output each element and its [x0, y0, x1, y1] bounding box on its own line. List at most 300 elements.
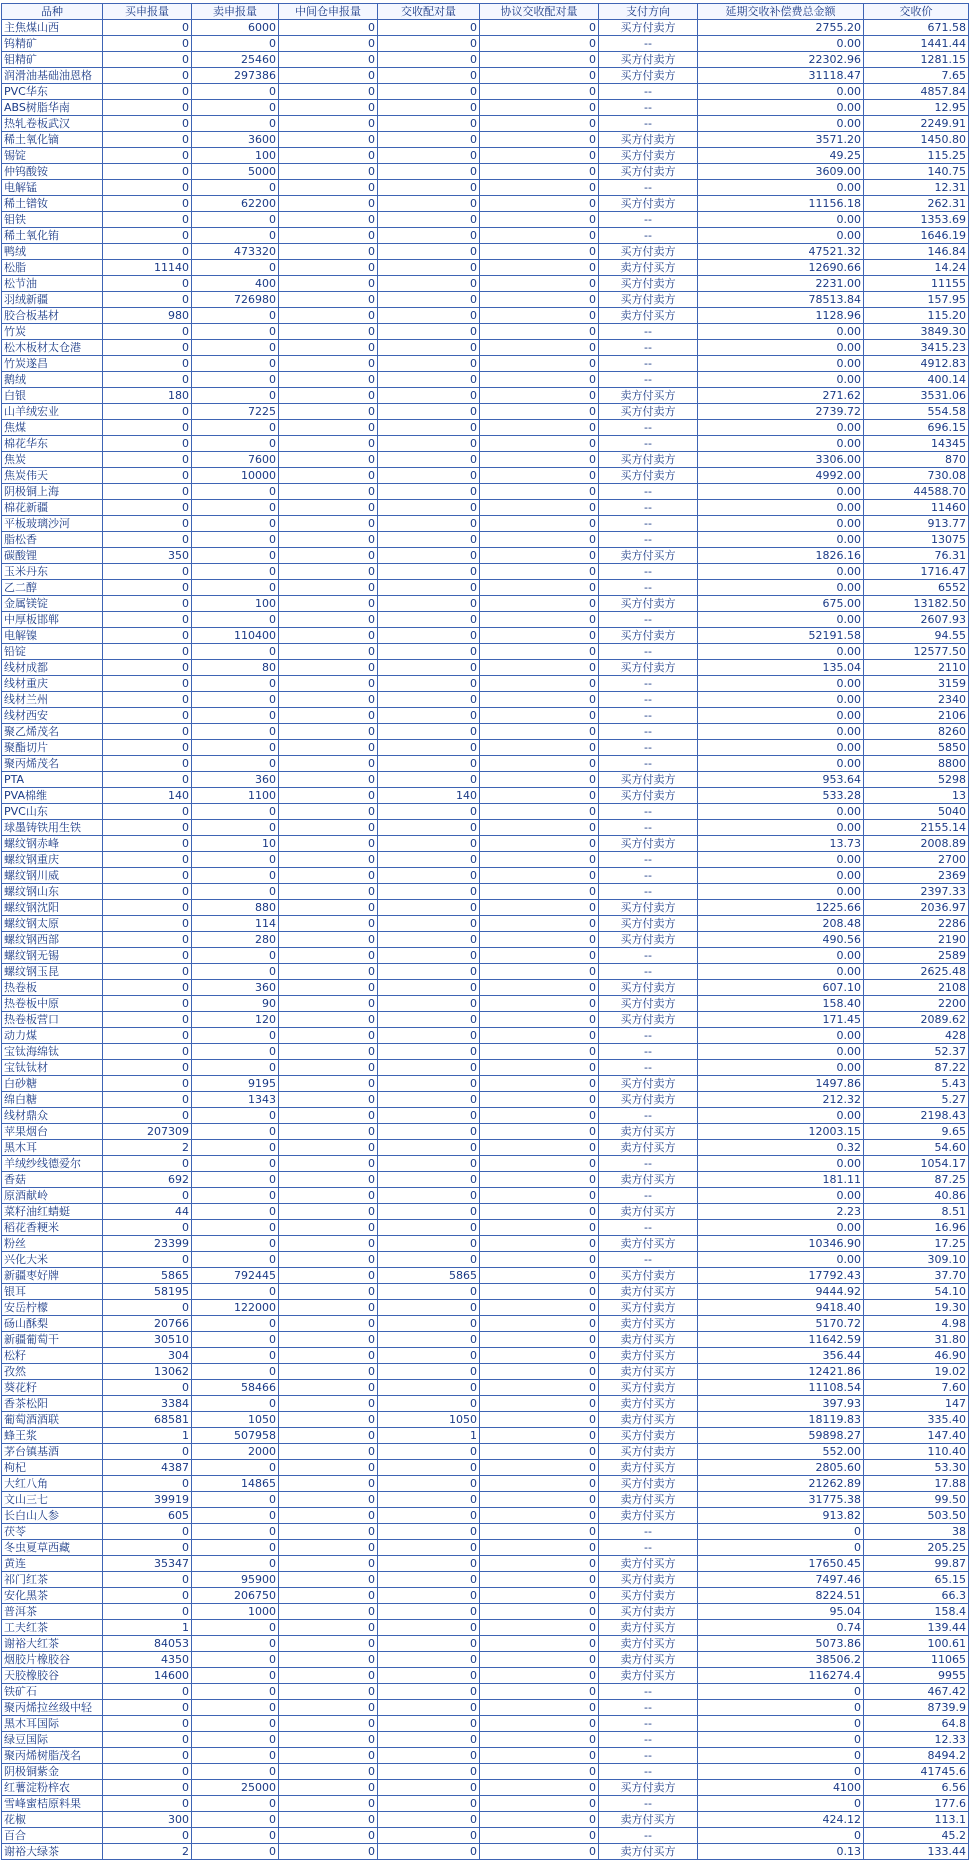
cell-intermediate-qty: 0 — [279, 1332, 378, 1348]
cell-agreement-matched-qty: 0 — [480, 1844, 599, 1860]
cell-payment-direction: 买方付卖方 — [599, 452, 698, 468]
cell-buy-qty: 0 — [103, 180, 192, 196]
cell-agreement-matched-qty: 0 — [480, 868, 599, 884]
table-row — [2, 1236, 969, 1252]
cell-deferred-compensation: 5073.86 — [698, 1636, 864, 1652]
cell-payment-direction: 卖方付买方 — [599, 1316, 698, 1332]
table-row — [2, 1332, 969, 1348]
cell-settlement-price: 4.98 — [864, 1316, 969, 1332]
cell-sell-qty: 726980 — [192, 292, 279, 308]
cell-deferred-compensation: 11156.18 — [698, 196, 864, 212]
cell-sell-qty: 0 — [192, 1156, 279, 1172]
cell-payment-direction: -- — [599, 756, 698, 772]
cell-intermediate-qty: 0 — [279, 1444, 378, 1460]
cell-matched-qty: 0 — [378, 180, 480, 196]
cell-agreement-matched-qty: 0 — [480, 916, 599, 932]
cell-matched-qty: 0 — [378, 1604, 480, 1620]
cell-product: 钼铁 — [2, 212, 103, 228]
cell-product: 碳酸锂 — [2, 548, 103, 564]
cell-buy-qty: 30510 — [103, 1332, 192, 1348]
cell-matched-qty: 0 — [378, 1636, 480, 1652]
table-row — [2, 772, 969, 788]
cell-payment-direction: -- — [599, 356, 698, 372]
cell-product: 焦炭伟天 — [2, 468, 103, 484]
cell-agreement-matched-qty: 0 — [480, 1524, 599, 1540]
table-row — [2, 1812, 969, 1828]
cell-deferred-compensation: 13.73 — [698, 836, 864, 852]
cell-matched-qty: 1050 — [378, 1412, 480, 1428]
cell-buy-qty: 0 — [103, 1828, 192, 1844]
cell-matched-qty: 0 — [378, 84, 480, 100]
cell-payment-direction: 卖方付买方 — [599, 1844, 698, 1860]
table-row — [2, 468, 969, 484]
cell-sell-qty: 0 — [192, 324, 279, 340]
cell-intermediate-qty: 0 — [279, 1828, 378, 1844]
cell-matched-qty: 0 — [378, 916, 480, 932]
cell-settlement-price: 913.77 — [864, 516, 969, 532]
cell-payment-direction: -- — [599, 180, 698, 196]
cell-product: 螺纹钢无锡 — [2, 948, 103, 964]
cell-agreement-matched-qty: 0 — [480, 708, 599, 724]
cell-deferred-compensation: 49.25 — [698, 148, 864, 164]
cell-matched-qty: 0 — [378, 1828, 480, 1844]
cell-matched-qty: 0 — [378, 468, 480, 484]
cell-agreement-matched-qty: 0 — [480, 532, 599, 548]
cell-settlement-price: 115.25 — [864, 148, 969, 164]
cell-buy-qty: 0 — [103, 100, 192, 116]
cell-payment-direction: -- — [599, 228, 698, 244]
cell-matched-qty: 0 — [378, 1220, 480, 1236]
cell-intermediate-qty: 0 — [279, 980, 378, 996]
cell-product: 花椒 — [2, 1812, 103, 1828]
cell-intermediate-qty: 0 — [279, 804, 378, 820]
cell-agreement-matched-qty: 0 — [480, 1588, 599, 1604]
cell-intermediate-qty: 0 — [279, 1428, 378, 1444]
table-row — [2, 676, 969, 692]
table-row — [2, 52, 969, 68]
cell-agreement-matched-qty: 0 — [480, 772, 599, 788]
cell-product: 钨精矿 — [2, 36, 103, 52]
cell-product: 聚丙烯茂名 — [2, 756, 103, 772]
cell-sell-qty: 1050 — [192, 1412, 279, 1428]
table-row — [2, 644, 969, 660]
header-agreement-matched-qty: 协议交收配对量 — [480, 4, 599, 20]
cell-payment-direction: 买方付卖方 — [599, 292, 698, 308]
cell-matched-qty: 0 — [378, 244, 480, 260]
cell-product: 茯苓 — [2, 1524, 103, 1540]
cell-buy-qty: 0 — [103, 484, 192, 500]
cell-product: 热轧卷板武汉 — [2, 116, 103, 132]
cell-payment-direction: 卖方付买方 — [599, 1172, 698, 1188]
cell-payment-direction: -- — [599, 116, 698, 132]
cell-intermediate-qty: 0 — [279, 612, 378, 628]
cell-settlement-price: 5850 — [864, 740, 969, 756]
table-row — [2, 1556, 969, 1572]
cell-product: 松木板材太仓港 — [2, 340, 103, 356]
table-row — [2, 1748, 969, 1764]
cell-intermediate-qty: 0 — [279, 1540, 378, 1556]
cell-deferred-compensation: 675.00 — [698, 596, 864, 612]
cell-settlement-price: 177.6 — [864, 1796, 969, 1812]
cell-agreement-matched-qty: 0 — [480, 1076, 599, 1092]
cell-settlement-price: 8739.9 — [864, 1700, 969, 1716]
cell-buy-qty: 0 — [103, 1764, 192, 1780]
cell-settlement-price: 2200 — [864, 996, 969, 1012]
cell-payment-direction: 买方付卖方 — [599, 1268, 698, 1284]
cell-agreement-matched-qty: 0 — [480, 68, 599, 84]
cell-agreement-matched-qty: 0 — [480, 1700, 599, 1716]
cell-deferred-compensation: 0.00 — [698, 340, 864, 356]
cell-matched-qty: 0 — [378, 1556, 480, 1572]
cell-buy-qty: 0 — [103, 1780, 192, 1796]
cell-matched-qty: 0 — [378, 676, 480, 692]
header-product: 品种 — [2, 4, 103, 20]
cell-product: 兴化大米 — [2, 1252, 103, 1268]
cell-buy-qty: 180 — [103, 388, 192, 404]
cell-sell-qty: 5000 — [192, 164, 279, 180]
cell-buy-qty: 0 — [103, 900, 192, 916]
cell-deferred-compensation: 0.00 — [698, 100, 864, 116]
cell-product: 普洱茶 — [2, 1604, 103, 1620]
cell-settlement-price: 146.84 — [864, 244, 969, 260]
table-row — [2, 372, 969, 388]
cell-deferred-compensation: 17650.45 — [698, 1556, 864, 1572]
cell-product: 焦炭 — [2, 452, 103, 468]
cell-agreement-matched-qty: 0 — [480, 740, 599, 756]
cell-intermediate-qty: 0 — [279, 20, 378, 36]
table-row — [2, 356, 969, 372]
cell-agreement-matched-qty: 0 — [480, 516, 599, 532]
table-row — [2, 484, 969, 500]
cell-settlement-price: 45.2 — [864, 1828, 969, 1844]
cell-deferred-compensation: 8224.51 — [698, 1588, 864, 1604]
cell-buy-qty: 0 — [103, 740, 192, 756]
cell-sell-qty: 0 — [192, 676, 279, 692]
cell-settlement-price: 54.10 — [864, 1284, 969, 1300]
table-row — [2, 596, 969, 612]
table-row — [2, 548, 969, 564]
cell-payment-direction: -- — [599, 612, 698, 628]
cell-buy-qty: 0 — [103, 868, 192, 884]
cell-buy-qty: 0 — [103, 1220, 192, 1236]
cell-intermediate-qty: 0 — [279, 340, 378, 356]
table-row — [2, 1092, 969, 1108]
table-row — [2, 1652, 969, 1668]
cell-payment-direction: -- — [599, 676, 698, 692]
cell-matched-qty: 0 — [378, 548, 480, 564]
cell-payment-direction: -- — [599, 84, 698, 100]
cell-buy-qty: 0 — [103, 1012, 192, 1028]
cell-buy-qty: 0 — [103, 1300, 192, 1316]
cell-sell-qty: 0 — [192, 612, 279, 628]
cell-matched-qty: 0 — [378, 1172, 480, 1188]
cell-product: 松籽 — [2, 1348, 103, 1364]
cell-matched-qty: 0 — [378, 1460, 480, 1476]
cell-sell-qty: 0 — [192, 1492, 279, 1508]
cell-intermediate-qty: 0 — [279, 1300, 378, 1316]
cell-sell-qty: 0 — [192, 36, 279, 52]
cell-deferred-compensation: 953.64 — [698, 772, 864, 788]
cell-deferred-compensation: 0.00 — [698, 740, 864, 756]
cell-settlement-price: 9955 — [864, 1668, 969, 1684]
cell-buy-qty: 0 — [103, 996, 192, 1012]
cell-payment-direction: -- — [599, 212, 698, 228]
cell-agreement-matched-qty: 0 — [480, 1364, 599, 1380]
cell-sell-qty: 7225 — [192, 404, 279, 420]
cell-sell-qty: 0 — [192, 1188, 279, 1204]
cell-sell-qty: 1000 — [192, 1604, 279, 1620]
cell-matched-qty: 0 — [378, 452, 480, 468]
cell-buy-qty: 4387 — [103, 1460, 192, 1476]
table-row — [2, 1300, 969, 1316]
cell-agreement-matched-qty: 0 — [480, 1684, 599, 1700]
cell-buy-qty: 0 — [103, 500, 192, 516]
cell-settlement-price: 17.88 — [864, 1476, 969, 1492]
cell-payment-direction: 卖方付买方 — [599, 388, 698, 404]
cell-deferred-compensation: 2755.20 — [698, 20, 864, 36]
cell-product: 安岳柠檬 — [2, 1300, 103, 1316]
cell-intermediate-qty: 0 — [279, 1812, 378, 1828]
cell-buy-qty: 0 — [103, 1732, 192, 1748]
cell-sell-qty: 1343 — [192, 1092, 279, 1108]
cell-agreement-matched-qty: 0 — [480, 1060, 599, 1076]
cell-settlement-price: 40.86 — [864, 1188, 969, 1204]
table-row — [2, 868, 969, 884]
cell-intermediate-qty: 0 — [279, 1492, 378, 1508]
cell-intermediate-qty: 0 — [279, 1764, 378, 1780]
cell-agreement-matched-qty: 0 — [480, 612, 599, 628]
table-row — [2, 1828, 969, 1844]
cell-buy-qty: 14600 — [103, 1668, 192, 1684]
cell-buy-qty: 4350 — [103, 1652, 192, 1668]
cell-deferred-compensation: 0 — [698, 1684, 864, 1700]
cell-intermediate-qty: 0 — [279, 276, 378, 292]
cell-intermediate-qty: 0 — [279, 1748, 378, 1764]
cell-agreement-matched-qty: 0 — [480, 260, 599, 276]
cell-settlement-price: 115.20 — [864, 308, 969, 324]
cell-intermediate-qty: 0 — [279, 1396, 378, 1412]
cell-intermediate-qty: 0 — [279, 948, 378, 964]
cell-product: 钼精矿 — [2, 52, 103, 68]
cell-sell-qty: 0 — [192, 1220, 279, 1236]
cell-sell-qty: 0 — [192, 1540, 279, 1556]
cell-deferred-compensation: 0.00 — [698, 484, 864, 500]
cell-settlement-price: 6552 — [864, 580, 969, 596]
cell-deferred-compensation: 5170.72 — [698, 1316, 864, 1332]
cell-payment-direction: 买方付卖方 — [599, 1476, 698, 1492]
cell-deferred-compensation: 21262.89 — [698, 1476, 864, 1492]
table-row — [2, 1252, 969, 1268]
cell-sell-qty: 110400 — [192, 628, 279, 644]
cell-product: 烟胶片橡胶谷 — [2, 1652, 103, 1668]
cell-intermediate-qty: 0 — [279, 1716, 378, 1732]
cell-buy-qty: 0 — [103, 676, 192, 692]
cell-settlement-price: 12.95 — [864, 100, 969, 116]
cell-deferred-compensation: 0.00 — [698, 724, 864, 740]
cell-product: PVA棉维 — [2, 788, 103, 804]
cell-payment-direction: -- — [599, 420, 698, 436]
cell-sell-qty: 9195 — [192, 1076, 279, 1092]
cell-settlement-price: 66.3 — [864, 1588, 969, 1604]
cell-deferred-compensation: 0.00 — [698, 820, 864, 836]
cell-deferred-compensation: 3306.00 — [698, 452, 864, 468]
cell-agreement-matched-qty: 0 — [480, 1284, 599, 1300]
cell-product: 茅台镇基酒 — [2, 1444, 103, 1460]
cell-sell-qty: 0 — [192, 1044, 279, 1060]
cell-product: PTA — [2, 772, 103, 788]
cell-payment-direction: -- — [599, 100, 698, 116]
cell-payment-direction: 卖方付买方 — [599, 1284, 698, 1300]
cell-settlement-price: 140.75 — [864, 164, 969, 180]
cell-deferred-compensation: 38506.2 — [698, 1652, 864, 1668]
cell-product: 山羊绒宏业 — [2, 404, 103, 420]
cell-settlement-price: 2190 — [864, 932, 969, 948]
cell-buy-qty: 1 — [103, 1620, 192, 1636]
cell-matched-qty: 0 — [378, 212, 480, 228]
cell-payment-direction: 卖方付买方 — [599, 1236, 698, 1252]
cell-intermediate-qty: 0 — [279, 1076, 378, 1092]
cell-deferred-compensation: 135.04 — [698, 660, 864, 676]
cell-settlement-price: 3849.30 — [864, 324, 969, 340]
cell-deferred-compensation: 0.00 — [698, 852, 864, 868]
cell-settlement-price: 503.50 — [864, 1508, 969, 1524]
cell-agreement-matched-qty: 0 — [480, 1828, 599, 1844]
cell-agreement-matched-qty: 0 — [480, 724, 599, 740]
cell-intermediate-qty: 0 — [279, 756, 378, 772]
cell-intermediate-qty: 0 — [279, 1108, 378, 1124]
cell-deferred-compensation: 0 — [698, 1524, 864, 1540]
cell-product: 脂松香 — [2, 532, 103, 548]
table-row — [2, 1620, 969, 1636]
cell-agreement-matched-qty: 0 — [480, 1012, 599, 1028]
cell-agreement-matched-qty: 0 — [480, 36, 599, 52]
table-row — [2, 1220, 969, 1236]
cell-product: 电解镍 — [2, 628, 103, 644]
cell-payment-direction: -- — [599, 1796, 698, 1812]
cell-settlement-price: 6.56 — [864, 1780, 969, 1796]
cell-sell-qty: 120 — [192, 1012, 279, 1028]
cell-product: 香茶松阳 — [2, 1396, 103, 1412]
cell-buy-qty: 0 — [103, 52, 192, 68]
cell-agreement-matched-qty: 0 — [480, 852, 599, 868]
cell-deferred-compensation: 0.00 — [698, 1188, 864, 1204]
cell-product: 松脂 — [2, 260, 103, 276]
cell-settlement-price: 3531.06 — [864, 388, 969, 404]
cell-product: 安化黑茶 — [2, 1588, 103, 1604]
cell-sell-qty: 0 — [192, 1124, 279, 1140]
cell-matched-qty: 0 — [378, 308, 480, 324]
cell-agreement-matched-qty: 0 — [480, 836, 599, 852]
cell-settlement-price: 11155 — [864, 276, 969, 292]
table-row — [2, 580, 969, 596]
cell-deferred-compensation: 0 — [698, 1716, 864, 1732]
cell-payment-direction: -- — [599, 852, 698, 868]
cell-deferred-compensation: 0.00 — [698, 500, 864, 516]
cell-matched-qty: 0 — [378, 1092, 480, 1108]
cell-intermediate-qty: 0 — [279, 516, 378, 532]
cell-intermediate-qty: 0 — [279, 628, 378, 644]
cell-buy-qty: 605 — [103, 1508, 192, 1524]
cell-settlement-price: 2397.33 — [864, 884, 969, 900]
cell-intermediate-qty: 0 — [279, 148, 378, 164]
cell-buy-qty: 0 — [103, 1108, 192, 1124]
cell-buy-qty: 0 — [103, 628, 192, 644]
cell-sell-qty: 400 — [192, 276, 279, 292]
cell-deferred-compensation: 0.00 — [698, 1108, 864, 1124]
cell-product: 蜂王浆 — [2, 1428, 103, 1444]
cell-matched-qty: 0 — [378, 820, 480, 836]
cell-matched-qty: 0 — [378, 1396, 480, 1412]
cell-sell-qty: 0 — [192, 548, 279, 564]
cell-matched-qty: 0 — [378, 996, 480, 1012]
cell-deferred-compensation: 424.12 — [698, 1812, 864, 1828]
cell-settlement-price: 13 — [864, 788, 969, 804]
cell-payment-direction: 卖方付买方 — [599, 1508, 698, 1524]
cell-intermediate-qty: 0 — [279, 1268, 378, 1284]
cell-intermediate-qty: 0 — [279, 244, 378, 260]
cell-settlement-price: 5040 — [864, 804, 969, 820]
cell-intermediate-qty: 0 — [279, 1348, 378, 1364]
cell-agreement-matched-qty: 0 — [480, 132, 599, 148]
cell-buy-qty: 5865 — [103, 1268, 192, 1284]
cell-intermediate-qty: 0 — [279, 1092, 378, 1108]
cell-deferred-compensation: 490.56 — [698, 932, 864, 948]
cell-intermediate-qty: 0 — [279, 212, 378, 228]
cell-product: 银耳 — [2, 1284, 103, 1300]
cell-payment-direction: -- — [599, 1684, 698, 1700]
cell-payment-direction: -- — [599, 564, 698, 580]
cell-payment-direction: 买方付卖方 — [599, 788, 698, 804]
cell-sell-qty: 6000 — [192, 20, 279, 36]
cell-intermediate-qty: 0 — [279, 452, 378, 468]
table-row — [2, 804, 969, 820]
cell-deferred-compensation: 1497.86 — [698, 1076, 864, 1092]
cell-settlement-price: 11065 — [864, 1652, 969, 1668]
table-row — [2, 1540, 969, 1556]
cell-buy-qty: 0 — [103, 948, 192, 964]
cell-settlement-price: 5.27 — [864, 1092, 969, 1108]
table-row — [2, 1604, 969, 1620]
cell-payment-direction: 卖方付买方 — [599, 1364, 698, 1380]
cell-intermediate-qty: 0 — [279, 724, 378, 740]
cell-sell-qty: 0 — [192, 228, 279, 244]
cell-settlement-price: 2607.93 — [864, 612, 969, 628]
cell-deferred-compensation: 52191.58 — [698, 628, 864, 644]
cell-buy-qty: 0 — [103, 1028, 192, 1044]
cell-product: 白银 — [2, 388, 103, 404]
cell-sell-qty: 0 — [192, 756, 279, 772]
cell-deferred-compensation: 181.11 — [698, 1172, 864, 1188]
cell-settlement-price: 9.65 — [864, 1124, 969, 1140]
cell-product: 玉米丹东 — [2, 564, 103, 580]
cell-intermediate-qty: 0 — [279, 164, 378, 180]
cell-deferred-compensation: 533.28 — [698, 788, 864, 804]
cell-matched-qty: 0 — [378, 1620, 480, 1636]
cell-buy-qty: 0 — [103, 772, 192, 788]
cell-settlement-price: 12.31 — [864, 180, 969, 196]
cell-agreement-matched-qty: 0 — [480, 900, 599, 916]
cell-agreement-matched-qty: 0 — [480, 308, 599, 324]
cell-settlement-price: 2089.62 — [864, 1012, 969, 1028]
cell-sell-qty: 0 — [192, 1140, 279, 1156]
cell-sell-qty: 90 — [192, 996, 279, 1012]
table-row — [2, 516, 969, 532]
cell-matched-qty: 0 — [378, 388, 480, 404]
cell-deferred-compensation: 22302.96 — [698, 52, 864, 68]
cell-deferred-compensation: 0.00 — [698, 532, 864, 548]
cell-payment-direction: -- — [599, 1220, 698, 1236]
cell-settlement-price: 1281.15 — [864, 52, 969, 68]
